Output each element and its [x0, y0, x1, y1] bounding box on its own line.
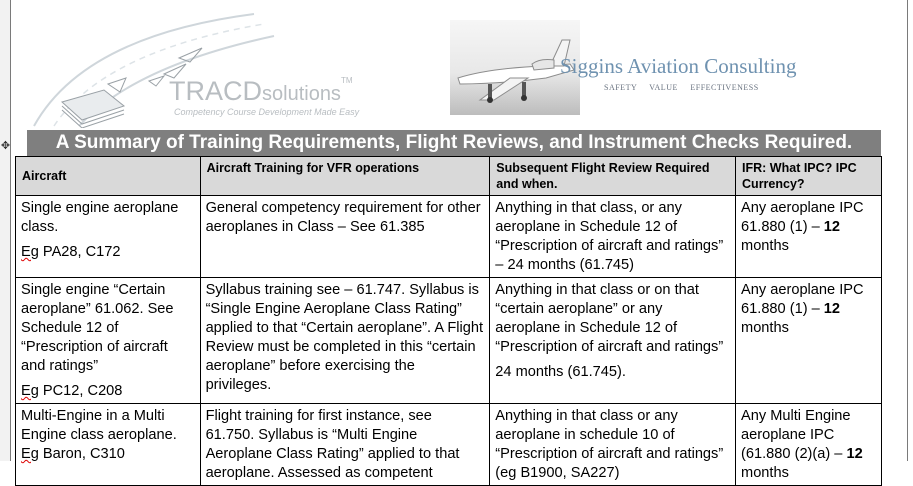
aircraft-example-prefix: Eg	[21, 446, 39, 462]
review-text: Anything in that class, or any aeroplane in Schedule 12 of “Prescription of aircraft and ratings” – 24 months (61.745)	[495, 200, 724, 273]
header-vfr-training: Aircraft Training for VFR operations	[200, 157, 490, 196]
aircraft-example-prefix: Eg	[21, 383, 39, 399]
header-aircraft: Aircraft	[16, 157, 201, 196]
ipc-suffix: months	[741, 238, 789, 254]
aircraft-example-prefix: Eg	[21, 244, 39, 260]
table-row	[16, 278, 882, 404]
table-row	[16, 404, 882, 486]
cell-aircraft[interactable]	[16, 196, 201, 278]
ipc-months-value: 12	[846, 446, 863, 462]
review-text: Anything in that class or on that “certain aeroplane” or any aeroplane in Schedule 12 of “Prescription of aircraft and ratings”	[495, 282, 724, 355]
cell-aircraft[interactable]	[16, 278, 201, 404]
header-banner	[24, 6, 884, 128]
cell-ipc[interactable]	[736, 278, 882, 404]
tracd-logo	[169, 76, 353, 107]
cell-vfr-training[interactable]: Syllabus training see – 61.747. Syllabus is “Single Engine Aeroplane Class Rating” applied to that “Certain aeroplane”. A Flight Review must be completed in this “certain aeroplane” before exercising the privileges.	[200, 278, 490, 404]
ipc-text: Any Multi Engine aeroplane IPC (61.880 (2)(a) –	[741, 408, 851, 462]
aircraft-example: PC12, C208	[38, 383, 123, 399]
cell-flight-review[interactable]	[490, 278, 736, 404]
aircraft-description: Multi-Engine in a Multi Engine class aeroplane.	[21, 408, 177, 443]
ipc-text: Any aeroplane IPC 61.880 (1) –	[741, 282, 864, 317]
header-flight-review: Subsequent Flight Review Required and when.	[490, 157, 736, 196]
page-title: A Summary of Training Requirements, Flight Reviews, and Instrument Checks Required.	[27, 130, 881, 156]
cell-vfr-training[interactable]: General competency requirement for other aeroplanes in Class – See 61.385	[200, 196, 490, 278]
window-edge	[0, 0, 10, 461]
cell-ipc[interactable]	[736, 404, 882, 486]
table-row	[16, 196, 882, 278]
cell-ipc[interactable]	[736, 196, 882, 278]
requirements-table	[15, 156, 882, 486]
ipc-suffix: months	[741, 465, 789, 481]
ipc-months-value: 12	[823, 219, 841, 235]
tracd-logo-main: TRACD	[169, 76, 262, 106]
siggins-logo-tagline: SAFETY VALUE EFFECTIVENESS	[604, 83, 759, 92]
header-ifr-ipc: IFR: What IPC? IPC Currency?	[736, 157, 882, 196]
tracd-trademark: TM	[340, 76, 353, 85]
tracd-logo-suffix: solutions	[262, 83, 341, 105]
cell-aircraft[interactable]	[16, 404, 201, 486]
ipc-text: Any aeroplane IPC 61.880 (1) –	[741, 200, 864, 235]
aircraft-example: PA28, C172	[38, 244, 121, 260]
siggins-logo-name: Siggins Aviation Consulting	[560, 54, 797, 78]
table-header-row	[16, 157, 882, 196]
aircraft-description: Single engine “Certain aeroplane” 61.062. See Schedule 12 of “Prescription of aircraft and ratings”	[21, 282, 174, 374]
review-period: 24 months (61.745).	[495, 364, 626, 380]
cell-flight-review[interactable]	[490, 196, 736, 278]
ipc-suffix: months	[741, 320, 789, 336]
aircraft-description: Single engine aeroplane class.	[21, 200, 179, 235]
table-move-handle-icon[interactable]: ✥	[0, 140, 11, 152]
tracd-tagline: Competency Course Development Made Easy	[174, 107, 360, 117]
aircraft-example: Baron, C310	[38, 446, 125, 462]
cell-vfr-training[interactable]: Flight training for first instance, see 61.750. Syllabus is “Multi Engine Aeroplane Class Rating” applied to that aeroplane. Assessed as competent	[200, 404, 490, 486]
ipc-months-value: 12	[823, 301, 841, 317]
review-text: Anything in that class or any aeroplane in schedule 10 of “Prescription of aircraft and ratings” (eg B1900, SA227)	[495, 408, 724, 481]
cell-flight-review[interactable]	[490, 404, 736, 486]
